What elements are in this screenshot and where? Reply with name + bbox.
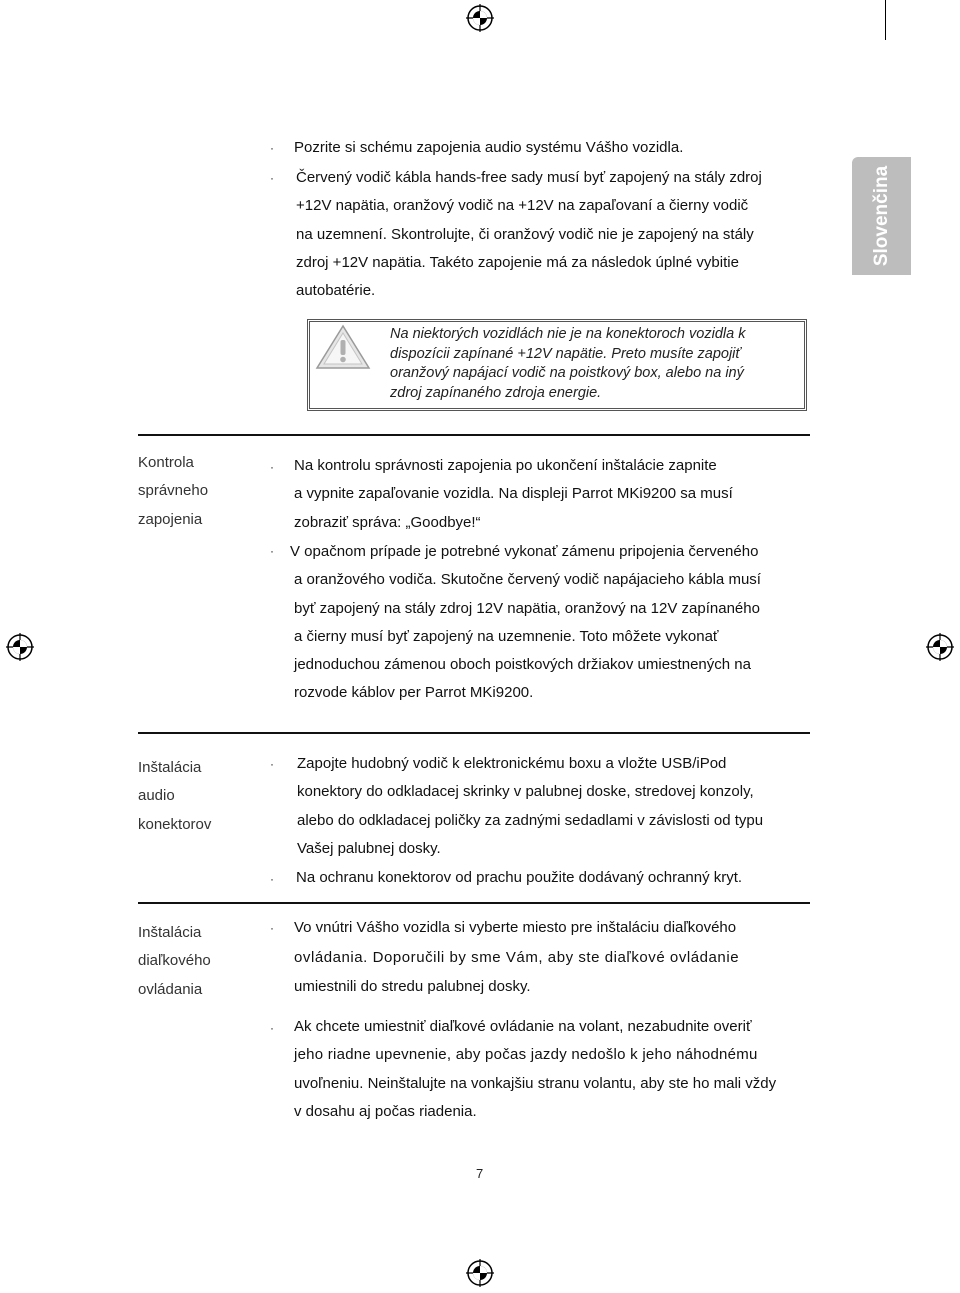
text-line: a vypnite zapaľovanie vozidla. Na displeji Parrot MKi9200 sa musí (294, 485, 733, 503)
bullet-glyph: · (270, 171, 274, 185)
bullet-glyph: · (270, 921, 274, 935)
text-line: alebo do odkladacej poličky za zadnými sedadlami v závislosti od typu (297, 811, 764, 829)
label-line: správneho (138, 482, 209, 500)
label-line: ovládania (138, 980, 203, 998)
text-line: zdroj +12V napätia. Takéto zapojenie má za následok úplné vybitie (296, 253, 739, 271)
registration-mark-icon (466, 1259, 494, 1287)
text-line: Pozrite si schému zapojenia audio systému Vášho vozidla. (294, 139, 684, 156)
bullet-glyph: · (270, 141, 274, 155)
text-line: oranžový napájací vodič na poistkový box, alebo na iný (390, 365, 744, 381)
intro-bullet-1 (294, 134, 683, 162)
language-side-tab (852, 157, 911, 275)
registration-mark-icon (466, 4, 494, 32)
text-line: na uzemnení. Skontrolujte, či oranžový vodič nie je zapojený na stály (296, 225, 754, 243)
section-divider (138, 732, 810, 734)
section-label-audio (138, 754, 211, 839)
section-2-bullet-2 (296, 864, 742, 892)
language-label: Slovenčina (870, 165, 892, 267)
section-1-bullet-1 (294, 452, 733, 537)
warning-triangle-icon (314, 323, 372, 371)
registration-mark-icon (6, 633, 34, 661)
label-line: Inštalácia (138, 924, 202, 941)
text-line: a oranžového vodiča. Skutočne červený vodič napájacieho kábla musí (294, 571, 761, 589)
text-line: V opačnom prípade je potrebné vykonať zámenu pripojenia červeného (290, 543, 759, 560)
bullet-glyph: · (270, 544, 274, 558)
section-2-bullet-1 (297, 750, 763, 863)
text-line (294, 913, 808, 943)
text-line: byť zapojený na stály zdroj 12V napätia, oranžový na 12V zapínaného (294, 599, 760, 617)
page-number: 7 (476, 1166, 484, 1181)
text-line: Vašej palubnej dosky. (297, 839, 441, 857)
text-line: rozvode káblov per Parrot MKi9200. (294, 684, 534, 702)
text-line: uvoľneniu. Neinštalujte na vonkajšiu stranu volantu, aby ste ho mali vždy (294, 1074, 777, 1092)
text-line: Na niektorých vozidlách nie je na konektoroch vozidla k (390, 326, 746, 342)
section-3-bullet-1 (294, 913, 808, 1002)
text-line: ovládania. Doporučili by sme Vám, aby ste diaľkové ovládanie (294, 948, 740, 966)
text-line: umiestnili do stredu palubnej dosky. (294, 978, 531, 995)
text-line: jeho riadne upevnenie, aby počas jazdy nedošlo k jeho náhodnému (294, 1046, 758, 1064)
text-line: +12V napätia, oranžový vodič na +12V na zapaľovaní a čierny vodič (296, 197, 749, 215)
text-line: Červený vodič kábla hands-free sady musí byť zapojený na stály zdroj (296, 169, 762, 186)
registration-mark-icon (926, 633, 954, 661)
section-1-bullet-2 (290, 538, 761, 708)
crop-mark (885, 0, 886, 40)
label-line: Inštalácia (138, 759, 202, 776)
text-line: v dosahu aj počas riadenia. (294, 1102, 477, 1120)
text-line: dispozícii zapínané +12V napätie. Preto musíte zapojiť (390, 345, 741, 362)
section-label-dialkove (138, 919, 211, 1004)
text-line: zdroj zapínaného zdroja energie. (390, 384, 602, 401)
label-line: konektorov (138, 815, 212, 833)
text-line: jednoduchou zámenou oboch poistkových držiakov umiestnených na (294, 656, 751, 674)
label-line: diaľkového (138, 952, 211, 970)
label-line: audio (138, 787, 175, 805)
section-divider (138, 902, 810, 904)
section-divider (138, 434, 810, 436)
text-line: Na ochranu konektorov od prachu použite dodávaný ochranný kryt. (296, 869, 743, 886)
warning-note-text (390, 325, 745, 403)
label-line: Kontrola (138, 454, 194, 471)
section-3-bullet-2 (294, 1013, 776, 1126)
text-line: autobatérie. (296, 282, 376, 300)
text-line: a čierny musí byť zapojený na uzemnenie. Toto môžete vykonať (294, 627, 719, 645)
bullet-glyph: · (270, 460, 274, 474)
intro-bullet-2 (296, 164, 762, 305)
text-line: zobraziť správa: „Goodbye!“ (294, 513, 481, 531)
text-line: konektory do odkladacej skrinky v palubnej doske, stredovej konzoly, (297, 783, 754, 801)
text-line: Ak chcete umiestniť diaľkové ovládanie na volant, nezabudnite overiť (294, 1018, 752, 1035)
bullet-glyph: · (270, 757, 274, 771)
text-line: Zapojte hudobný vodič k elektronickému boxu a vložte USB/iPod (297, 755, 727, 772)
text-line: Na kontrolu správnosti zapojenia po ukončení inštalácie zapnite (294, 457, 717, 474)
label-line: zapojenia (138, 510, 203, 528)
text-span: Vo vnútri Vášho vozidla si vyberte miesto pre inštaláciu diaľkového (294, 919, 737, 936)
section-label-kontrola (138, 449, 208, 534)
bullet-glyph: · (270, 1021, 274, 1035)
bullet-glyph: · (270, 872, 274, 886)
